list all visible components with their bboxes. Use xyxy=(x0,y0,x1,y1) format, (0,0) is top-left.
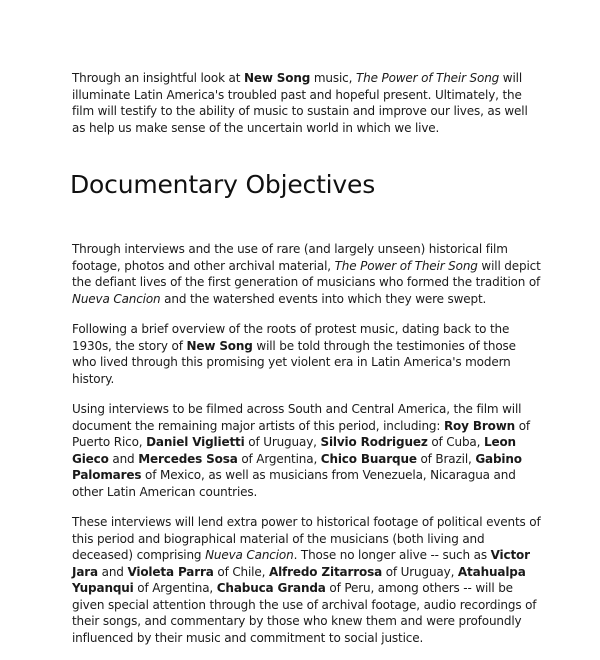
bold-text: Gabino Palomares xyxy=(72,451,522,482)
bold-text: Mercedes Sosa xyxy=(138,451,238,466)
text-run: Through interviews and the use of rare (and largely unseen) historical film footage, photos and other archival material, xyxy=(72,242,508,273)
bold-text: Silvio Rodriguez xyxy=(320,435,428,449)
bold-text: Victor Jara xyxy=(72,548,530,579)
text-run: Using interviews to be filmed across South and Central America, the film will document the remaining major artists of this period, including: xyxy=(72,402,522,433)
text-run: will depict the defiant lives of the first generation of musicians who formed the tradition of xyxy=(72,258,541,289)
text-run: of Chile, xyxy=(213,564,269,579)
section-heading: Documentary Objectives xyxy=(70,170,376,199)
text-run: of Uruguay, xyxy=(244,435,321,449)
text-run: of Mexico, as well as musicians from Venezuela, Nicaragua and other Latin American countries. xyxy=(72,468,516,499)
objectives-section xyxy=(72,241,542,646)
text-run: music, xyxy=(310,71,356,85)
bold-text: Roy Brown xyxy=(443,418,516,433)
text-run: of Brazil, xyxy=(416,451,476,466)
bold-text: Chico Buarque xyxy=(320,451,417,466)
intro-paragraph xyxy=(72,70,542,136)
italic-text: Nueva Cancion xyxy=(205,548,294,562)
text-run: . Those no longer alive -- such as xyxy=(293,548,491,562)
bold-text: Chabuca Granda xyxy=(216,581,326,595)
text-run: These interviews will lend extra power to historical footage of political events of this period and biographical material of the musicians (both living and deceased) comprising xyxy=(72,515,541,562)
objectives-paragraph-1 xyxy=(72,241,542,307)
text-run: of Argentina, xyxy=(133,581,217,595)
bold-text: Atahualpa Yupanqui xyxy=(72,564,526,595)
objectives-paragraph-2 xyxy=(72,321,542,387)
italic-text: The Power of Their Song xyxy=(355,71,500,85)
bold-text: Leon Gieco xyxy=(72,435,516,466)
text-run: will illuminate Latin America's troubled past and hopeful present. Ultimately, the film will testify to the ability of music to sustain and improve our lives, as well as help us make sense of the uncertain world in which we live. xyxy=(72,71,528,135)
text-run: and xyxy=(108,451,139,466)
objectives-paragraph-3 xyxy=(72,401,542,500)
text-run: and xyxy=(97,564,128,579)
bold-text: Daniel Viglietti xyxy=(146,435,245,449)
text-run: of Peru, among others -- will be given special attention through the use of archival footage, audio recordings of their songs, and commentary by those who knew them and were profoundly influenced by their music and commitment to social justice. xyxy=(72,581,537,645)
text-run: Through an insightful look at xyxy=(72,71,244,85)
bold-text: New Song xyxy=(186,338,253,353)
text-run: of Argentina, xyxy=(237,451,321,466)
objectives-paragraph-4 xyxy=(72,514,542,646)
document-page xyxy=(72,70,542,660)
italic-text: The Power of Their Song xyxy=(334,258,478,273)
text-run: Following a brief overview of the roots of protest music, dating back to the 1930s, the story of xyxy=(72,322,510,353)
bold-text: Alfredo Zitarrosa xyxy=(268,564,383,579)
italic-text: Nueva Cancion xyxy=(72,291,161,306)
text-run: will be told through the testimonies of those who lived through this promising yet violent era in Latin America's modern history. xyxy=(72,338,516,386)
text-run: of Uruguay, xyxy=(382,564,458,579)
bold-text: Violeta Parra xyxy=(127,564,214,579)
bold-text: New Song xyxy=(243,71,311,85)
text-run: of Puerto Rico, xyxy=(72,418,530,449)
text-run: and the watershed events into which they were swept. xyxy=(160,291,487,306)
text-run: of Cuba, xyxy=(427,435,484,449)
